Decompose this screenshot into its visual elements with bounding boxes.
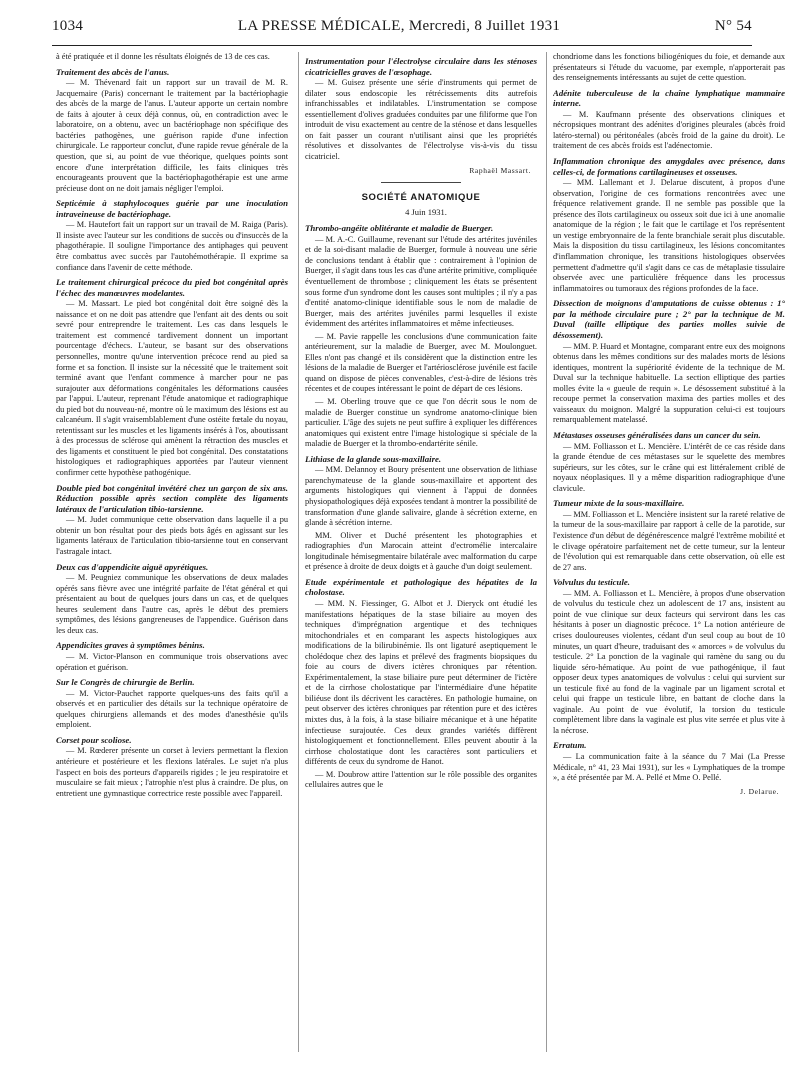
paragraph: — M. Victor-Pauchet rapporte quelques-uns des faits qu'il a observés et en particulier des détails sur la technique opératoire de quelques chirurgiens allemands et des modes d'anesthésie qu'ils emploient.: [56, 688, 288, 730]
journal-name: LA PRESSE MÉDICALE,: [237, 18, 405, 34]
paragraph: — M. Massart. Le pied bot congénital doit être soigné dès la naissance et on ne doit pas attendre que l'enfant ait des dents ou soit sevré pour entreprendre le traitement. Les cas dans lesquels le traitement est commencé tardivement donnent un important pourcentage d'échecs. L'auteur, se basant sur des observations personnelles, montre qu'une intervention précoce rend au pied sa forme et sa fonction. Il insiste sur la nécessité que le traitement soit terminé avant que l'enfant commence à marcher pour ne pas surajouter aux déformations congénitales les déformations causées par l'appui. L'auteur, reprenant l'étude anatomique et radiographique du pied bot du nouveau-né, montre où le maximum des lésions est au calcanéum. Il s'agit vraisemblablement d'une ostéite fœtale du noyau, retentissant sur les muscles et les ligaments insérés à l'os, aboutissant à des processus de sclérose qui amènent la rétraction des muscles et des ligaments et constituent le pied bot congénital. Des constatations histologiques et radiographiques apportées par l'auteur viennent confirmer cette hypothèse pathogénique.: [56, 299, 288, 478]
signature: J. Delarue.: [740, 786, 779, 796]
page-number: 1034: [52, 18, 84, 34]
paragraph: — MM. Delannoy et Boury présentent une observation de lithiase parenchymateuse de la glande sous-maxillaire et apportent des arguments histologiques qui viennent à l'appui de données physiopathologiques déjà exposées tendant à montrer la possibilité de transformation d'une glande salivaire, glande à sécrétion externe, en glande à sécrétion interne.: [305, 465, 537, 528]
paragraph: — M. Guisez présente une série d'instruments qui permet de dilater sous endoscopie les rétrécissements dits autrefois infranchissables et indilatables. L'instrumentation se compose essentiellement d'olives graduées conduites par une filiforme que l'on introduit de visu exactement au centre de la sténose et dans lesquelles on fait passer un courant n'utilisant ainsi que les propriétés résolutives et dissolvantes de l'électrolyse vis-à-vis du tissu cicatriciel.: [305, 78, 537, 162]
article-heading: Corset pour scoliose.: [56, 734, 132, 745]
article-heading: Lithiase de la glande sous-maxillaire.: [305, 453, 442, 464]
paragraph: — M. Rœderer présente un corset à leviers permettant la flexion antérieure et postérieure et les flexions latérales. Le sujet n'a plus l'aspect en bois des porteurs d'appareils rigides ; le jeu respiratoire et musculaire se fait mieux ; l'atrophie n'est plus à craindre. De plus, on entretient une gymnastique correctrice reste possible avec l'appareil.: [56, 746, 288, 798]
article-heading: Erratum.: [553, 740, 587, 751]
section-rule: [381, 182, 461, 183]
paragraph: — M. Doubrow attire l'attention sur le rôle possible des organites cellulaires autres que le: [305, 769, 537, 790]
paragraph: — MM. N. Fiessinger, G. Albot et J. Dieryck ont étudié les manifestations hépatiques de la stase biliaire au moyen des techniques d'imprégnation argentique et des techniques mitochondriales et en comparant les aspects histologiques aux modifications de la bilirubinémie. Ils ont ligaturé aseptiquement le cholédoque chez des lapins et prélevé des fragments biopsiques du foie au cours de divers ictères chroniques par rétention. Expérimentalement, la stase biliaire pure peut déterminer de l'ictère et de la cirrhose cholostatique par l'intermédiaire d'une hépatite biliéuse dont ils décrivent les caractères. En pathologie humaine, on peut observer des ictères chroniques par rétention pure et des ictères mixtes dus, à la fois, à la stase biliaire mécanique et à une hépatite infectieuse surajoutée. Ces deux grandes variétés diffèrent histologiquement et fonctionnellement. Elles peuvent aboutir à la cirrhose cholostatique dont les caractères sont particuliers et différents de ceux du syndrome de Hanot.: [305, 598, 537, 767]
column-left: [56, 52, 288, 1072]
paragraph: MM. Oliver et Duché présentent les photographies et radiographies d'un Marocain atteint d'ectromélie intercalaire longitudinale hémisegmentaire bilatérale avec malformation du carpe et présence à droite de deux doigts et à gauche d'un doigt seulement.: [305, 530, 537, 572]
article-heading: Sur le Congrès de chirurgie de Berlin.: [56, 677, 195, 688]
paragraph: — M. A.-C. Guillaume, revenant sur l'étude des artérites juvéniles et de la soi-disant maladie de Buerger, formule à nouveau une série de conclusions tendant à établir que : contrairement à l'opinion de Buerger, il s'agit dans tous les cas d'une artérite primitive, compliquée éventuellement de thrombose ; cliniquement les états se présentent sous forme d'un syndrome dont les causes sont multiples ; il n'y a pas d'entité anatomo-clinique identifiable sous le nom de maladie de Buerger, mais des artérites juvéniles parmi lesquelles il existe évidemment des artérites inflammatoires et même infectieuses.: [305, 234, 537, 329]
paragraph: — MM. Folliasson et L. Mencière. L'intérêt de ce cas réside dans la grande étendue de ces métastases sur le squelette des membres supérieurs, sur les côtes, sur le crâne qui est littéralement criblé de noyaux néoplasiques. Il y a même disparition radiographique d'une clavicule.: [553, 441, 785, 493]
article-heading: Volvulus du testicule.: [553, 577, 630, 588]
header-rule: [52, 45, 752, 46]
column-right: [553, 52, 785, 1072]
paragraph: — M. Hautefort fait un rapport sur un travail de M. Raiga (Paris). Il insiste avec l'auteur sur les conditions de succès ou d'insuccès de la phagothérapie. Il souligne l'importance des antiphages qui peuvent être combattus avec succès par l'autohémothérapie. Il exprime sa confiance dans l'avenir de cette méthode.: [56, 220, 288, 272]
article-heading: Adénite tuberculeuse de la chaîne lymphatique mammaire interne.: [553, 87, 785, 109]
journal-title: [238, 18, 560, 35]
article-heading: Appendicites graves à symptômes bénins.: [56, 640, 205, 651]
paragraph: — M. Thévenard fait un rapport sur un travail de M. R. Jacquemaire (Paris) concernant le traitement par la bactériophagie des abcès de la marge de l'anus. L'auteur apporte un certain nombre de faits à ajouter à ceux déjà connus, où, en contradiction avec le laboratoire, on a obtenu, avec un bactériophage non spécifique des bactéries pathogènes, une guérison rapide d'une infection chirurgicale. Le rapporteur conclut, d'une rapide revue générale de la question, que si, au point de vue théorique, quelques points sont encore d'une interprétation difficile, les faits cliniques très encourageants prouvent que la bactériophagothérapie est une arme précieuse dont on ne doit jamais négliger l'emploi.: [56, 78, 288, 193]
article-heading: Inflammation chronique des amygdales avec présence, dans celles-ci, de formations cartilagineuses et osseuses.: [553, 156, 785, 177]
paragraph: — M. Oberling trouve que ce que l'on décrit sous le nom de maladie de Buerger constitue un syndrome anatomo-clinique bien particulier. L'âge des sujets ne peut suffire à expliquer les différences anatomiques qui existent entre l'image histologique si spéciale de la maladie de Buerger et la thrombo-endartérite sénile.: [305, 397, 537, 449]
issue-number: N° 54: [714, 18, 752, 34]
article-heading: Etude expérimentale et pathologique des hépatites de la cholostase.: [305, 576, 537, 598]
paragraph: — MM. Lallemant et J. Delarue discutent, à propos d'une observation, l'origine de ces formations rencontrées avec une fréquence relativement grande. Il ne semble pas possible que la présence des îlots cartilagineux ou osseux soit due ici à une anomalie anatomique de la région ; le fait que le cartilage et l'os représentent un vestige embryonnaire de la fente branchiale serait plus discutable. Mais la disposition du tissu cartilagineux, les lésions concomitantes d'inflammation chronique, les transitions histologiques observées permettent d'admettre qu'il s'agit dans ce cas de métaplasie tissulaire observée avec une particulière fréquence dans les processus inflammatoires ou tumoraux des régions profondes de la face.: [553, 178, 785, 293]
paragraph: — M. Victor-Planson en communique trois observations avec opération et guérison.: [56, 652, 288, 672]
paragraph: à été pratiquée et il donne les résultats éloignés de 13 de ces cas.: [56, 52, 270, 61]
article-heading: Dissection de moignons d'amputations de cuisse obtenus : 1° par la méthode circulaire pure ; 2° par la technique de M. Duval (taille elliptique des parties molles suivie de désossement).: [553, 298, 785, 340]
column-divider: [298, 52, 299, 1052]
signature: Raphaël Massart.: [469, 165, 531, 175]
article-heading: Métastases osseuses généralisées dans un cancer du sein.: [553, 429, 761, 440]
section-title: SOCIÉTÉ ANATOMIQUE: [361, 192, 481, 204]
column-middle: [305, 52, 537, 1072]
issue-date: Mercredi, 8 Juillet 1931: [408, 18, 561, 34]
paragraph: — M. Judet communique cette observation dans laquelle il a pu obtenir un bon résultat pour des pieds bots âgés en agissant sur les ligaments latéraux de l'articulation tibio-tarsienne tout en conservant l'astragale intact.: [56, 515, 288, 556]
page-header: [52, 18, 752, 42]
article-heading: Tumeur mixte de la sous-maxillaire.: [553, 498, 685, 509]
column-divider: [546, 52, 547, 1052]
paragraph: — La communication faite à la séance du 7 Mai (La Presse Médicale, n° 41, 23 Mai 1931), sur les « Lymphatiques de la trompe », a été présentée par M. A. Pellé et Mme O. Pellé.: [553, 752, 785, 783]
article-heading: Septicémie à staphylocoques guérie par une inoculation intraveineuse de bactériophage.: [56, 198, 288, 219]
paragraph: — MM. Folliasson et L. Mencière insistent sur la rareté relative de la tumeur de la sous-maxillaire par rapport à celle de la parotide, sur l'existence d'un début de dégénérescence malgré l'extrême mobilité et le clivage opératoire parfaitement net de cette tumeur, sur la lenteur de l'évolution qui est remarquable dans cette observation, où elle est de 27 ans.: [553, 509, 785, 572]
paragraph: — MM. A. Folliasson et L. Mencière, à propos d'une observation de volvulus du testicule chez un adolescent de 17 ans, insistent au point de vue clinique sur deux facteurs qui serviront dans les cas hésitants à poser un diagnostic précoce. 1° La notion antérieure de crises douloureuses violentes, cédant d'un seul coup au bout de 10 minutes, un quart d'heure, traduisant des « amorces » de volvulus du testicule. 2° La ponction de la vaginale qui ramène du sang ou du liquide séro-hématique. Au point de vue pathogénique, il faut opposer deux types anatomiques de volvulus : celui qui survient sur un testicule fixé au fond de la vaginale par un ligament scrotal et celui qui frappe un testicule libre, en battant de cloche dans la vaginale. Au point de vue évolutif, la torsion du testicule complètement libre dans la vaginale est plus vite serrée et plus vite à la nécrose.: [553, 588, 785, 735]
article-heading: Traitement des abcès de l'anus.: [56, 66, 170, 77]
article-heading: Double pied bot congénital invétéré chez un garçon de six ans. Réduction possible après section complète des ligaments latéraux de l'articulation tibio-tarsienne.: [56, 482, 288, 514]
paragraph: chondriome dans les fonctions biliogéniques du foie, et demande aux présentateurs si l'étude du vacuome, par exemple, n'apporterait pas des renseignements intéressants au sujet de cette question.: [553, 52, 785, 83]
article-heading: Deux cas d'appendicite aiguë apyrétiques.: [56, 561, 209, 572]
paragraph: — M. Kaufmann présente des observations cliniques et nécropsiques montrant des adénites d'origines pleurales (abcès froid latéro-sternal) ou péritonéales (abcès froid de la gaine du droit). Le traitement de ces abcès froids est l'adénectomie.: [553, 109, 785, 151]
paragraph: — MM. P. Huard et Montagne, comparant entre eux des moignons obtenus dans les mêmes conditions sur des malades morts de lésions identiques, montrent la supériorité évidente de la technique de M. Duval sur la technique habituelle. La section elliptique des parties molles évite la « gueule de requin ». Le désossement substitué à la recoupe permet la conservation maxima des parties molles et des vaisseaux du moignon. Malgré la suppuration celui-ci est toujours remarquablement matelassé.: [553, 341, 785, 425]
paragraph: — M. Pavie rappelle les conclusions d'une communication faite antérieurement, sur la maladie de Buerger, avec M. Moulonguet. Elles n'ont pas changé et ils considèrent que la distinction entre les lésions de la maladie de Buerger et l'artériosclérose juvénile est facile quand on dispose de pièces convenables, c'est-à-dire de lésions très récentes et de coupes intéressant le point de départ de ces lésions.: [305, 331, 537, 394]
article-heading: Le traitement chirurgical précoce du pied bot congénital après l'échec des manœuvres modelantes.: [56, 277, 288, 298]
paragraph: — M. Peugniez communique les observations de deux malades opérés sans fièvre avec une intégrité parfaite de l'état général et qui présentaient au bout de quelques jours dans un cas, et de quelques heures seulement dans l'autre cas, après le début des premiers symptômes, des lésions gangreneuses de l'appendice. Guérison dans les deux cas.: [56, 573, 288, 635]
article-heading: Thrombo-angéite oblitérante et maladie de Buerger.: [305, 223, 494, 234]
article-heading: Instrumentation pour l'électrolyse circulaire dans les sténoses cicatricielles graves de l'œsophage.: [305, 56, 537, 77]
session-date: 4 Juin 1931.: [405, 206, 447, 217]
